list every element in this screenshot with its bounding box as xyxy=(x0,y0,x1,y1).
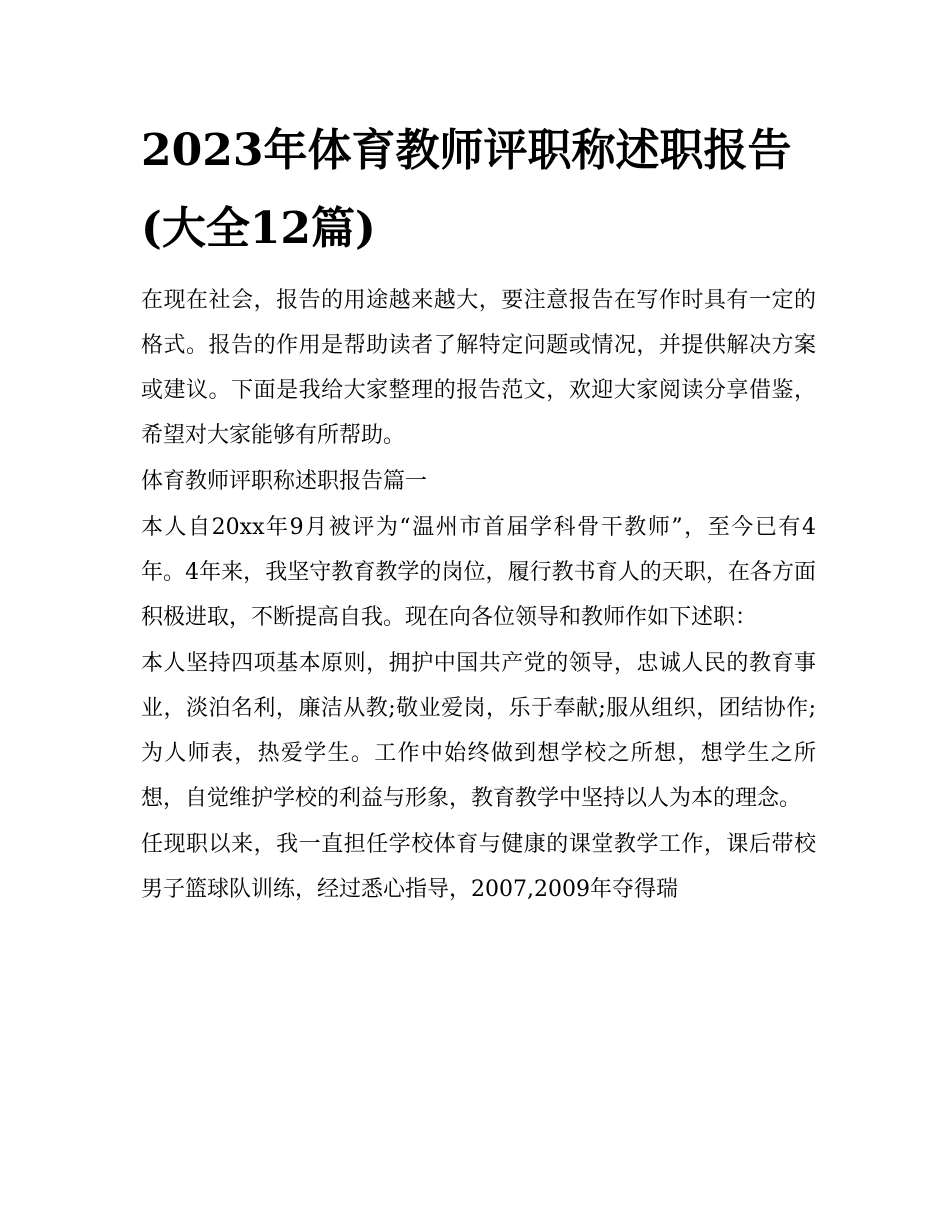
document-title: 2023年体育教师评职称述职报告(大全12篇) xyxy=(141,125,792,254)
intro-paragraph: 在现在社会，报告的用途越来越大，要注意报告在写作时具有一定的格式。报告的作用是帮助读者了解特定问题或情况，并提供解决方案或建议。下面是我给大家整理的报告范文，欢迎大家阅读分享借鉴，希望对大家能够有所帮助。 xyxy=(141,288,816,448)
document-body xyxy=(141,278,816,913)
body-paragraph: 任现职以来，我一直担任学校体育与健康的课堂教学工作，课后带校男子篮球队训练，经过悉心指导，2007,2009年夺得瑞 xyxy=(141,832,816,902)
body-paragraph: 本人坚持四项基本原则，拥护中国共产党的领导，忠诚人民的教育事业，淡泊名利，廉洁从教;敬业爱岗，乐于奉献;服从组织，团结协作;为人师表，热爱学生。工作中始终做到想学校之所想，想学生之所想，自觉维护学校的利益与形象，教育教学中坚持以人为本的理念。 xyxy=(141,651,816,811)
section-heading: 体育教师评职称述职报告篇一 xyxy=(141,469,428,494)
body-paragraph: 本人自20xx年9月被评为“温州市首届学科骨干教师”，至今已有4年。4年来，我坚守教育教学的岗位，履行教书育人的天职，在各方面积极进取，不断提高自我。现在向各位领导和教师作如下述职： xyxy=(141,515,816,630)
